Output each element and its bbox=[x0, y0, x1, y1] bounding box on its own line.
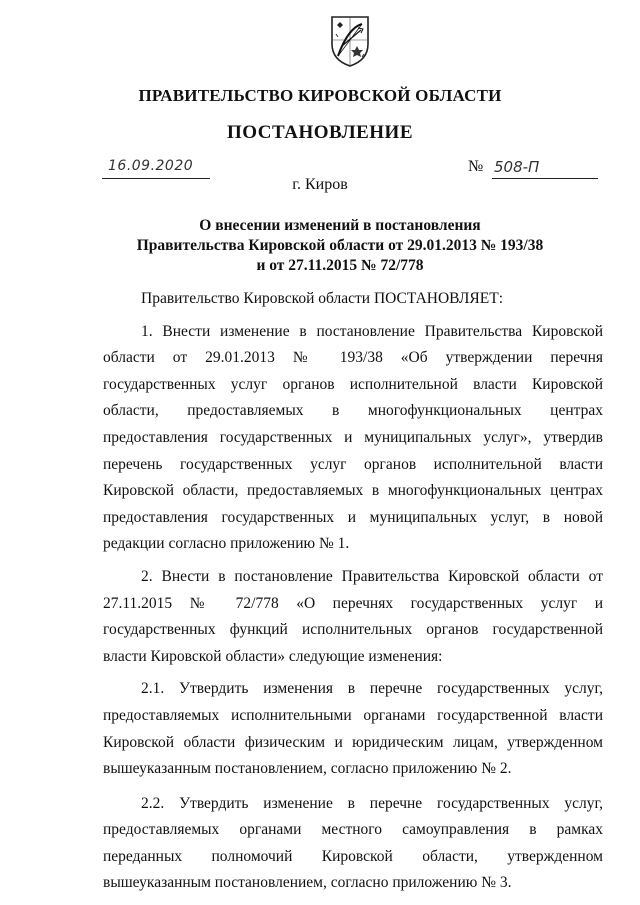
document-heading bbox=[60, 216, 620, 276]
handwritten-number: 508-П bbox=[494, 158, 540, 176]
number-sign: № bbox=[468, 158, 484, 175]
paragraph-2: 2. Внести в постановление Правительства Кировской области от 27.11.2015 № 72/778 «О перечнях государственных услуг и государственных функций исполнительных органов государственной власти Кировской области» следующие изменения: bbox=[103, 567, 603, 665]
heading-line-1: О внесении изменений в постановления bbox=[199, 217, 481, 234]
intro-paragraph: Правительство Кировской области ПОСТАНОВЛЯЕТ: bbox=[141, 290, 504, 307]
government-title: ПРАВИТЕЛЬСТВО КИРОВСКОЙ ОБЛАСТИ bbox=[138, 86, 502, 105]
coat-of-arms-icon bbox=[328, 14, 372, 68]
paragraph-2-1: 2.1. Утвердить изменения в перечне государственных услуг, предоставляемых исполнительными органами государственной власти Кировской области физическим и юридическим лицам, утвержденном вышеуказанным постановлением, согласно приложению № 2. bbox=[103, 680, 603, 778]
document-body bbox=[103, 286, 603, 897]
paragraph-2-2: 2.2. Утвердить изменение в перечне государственных услуг, предоставляемых органами местного самоуправления в рамках переданных полномочий Кировской области, утвержденном вышеуказанным постановлением, согласно приложению № 3. bbox=[103, 794, 603, 892]
city: г. Киров bbox=[292, 176, 348, 193]
heading-line-2: Правительства Кировской области от 29.01.2013 № 193/38 bbox=[136, 237, 544, 254]
paragraph-1: 1. Внести изменение в постановление Правительства Кировской области от 29.01.2013 № 193/38 «Об утверждении перечня государственных услуг органов исполнительной власти Кировской области, предоставляемых в многофункциональных центрах предоставления государственных и муниципальных услуг», утвердив перечень государственных услуг органов исполнительной власти Кировской области, предоставляемых в многофункциональных центрах предоставления государственных и муниципальных услуг, в новой редакции согласно приложению № 1. bbox=[103, 322, 603, 553]
heading-line-3: и от 27.11.2015 № 72/778 bbox=[256, 257, 424, 274]
document-type: ПОСТАНОВЛЕНИЕ bbox=[226, 122, 414, 143]
handwritten-date: 16.09.2020 bbox=[108, 158, 194, 174]
